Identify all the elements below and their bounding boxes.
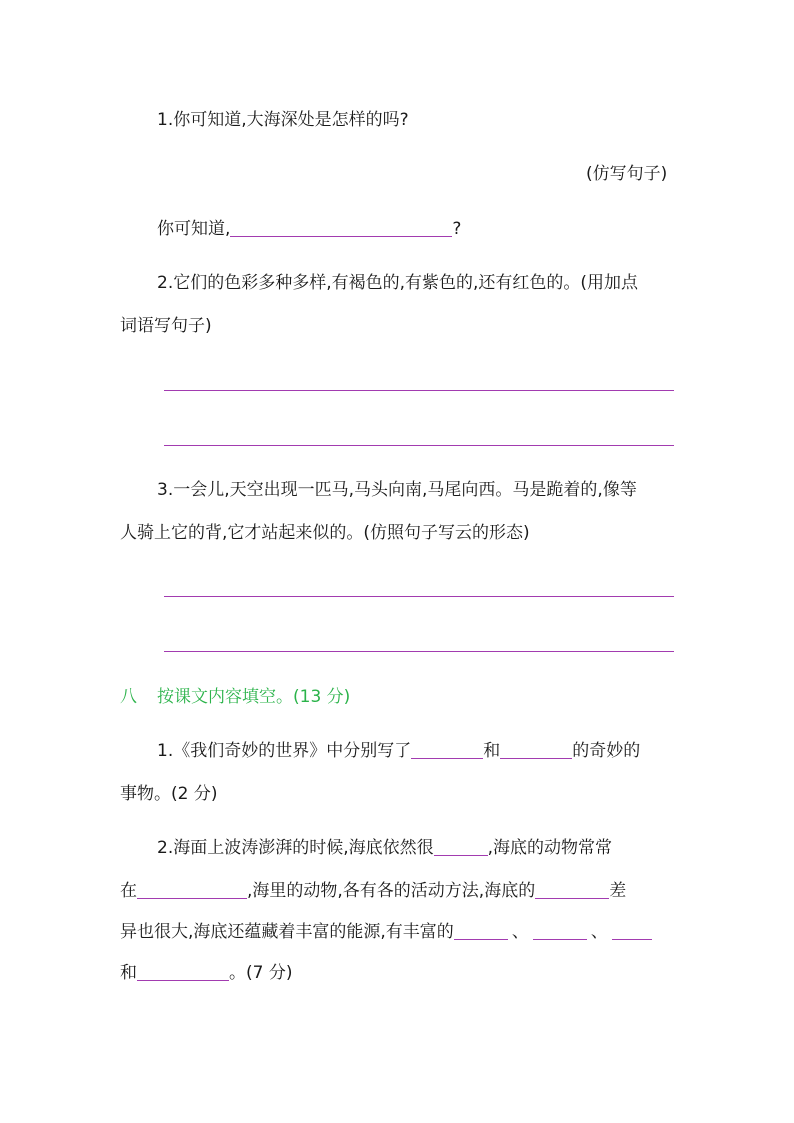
- fill1-line2: 事物。(2 分): [120, 784, 218, 804]
- fill2-text-3a: 异也很大,海底还蕴藏着丰富的能源,有丰富的: [120, 922, 454, 942]
- fill1-blank-2[interactable]: [500, 740, 572, 759]
- fill2-text-4b: 。(7 分): [229, 963, 293, 983]
- fill2-blank-3[interactable]: [535, 880, 609, 899]
- q1-answer-suffix: ?: [452, 219, 462, 239]
- fill2-blank-6[interactable]: [612, 921, 652, 940]
- fill2-text-1a: 2.海面上波涛澎湃的时候,海底依然很: [157, 838, 434, 858]
- fill1-line1: [157, 740, 640, 762]
- q1-answer-line: [157, 218, 461, 240]
- fill2-line1: [157, 837, 612, 859]
- q2-answer-line-2[interactable]: [164, 445, 674, 446]
- fill1-text-c: 的奇妙的: [572, 741, 641, 761]
- q3-answer-line-2[interactable]: [164, 651, 674, 652]
- fill1-text-a: 1.《我们奇妙的世界》中分别写了: [157, 741, 412, 761]
- fill2-blank-1[interactable]: [434, 837, 488, 856]
- fill2-blank-7[interactable]: [137, 962, 229, 981]
- fill2-line2: [120, 880, 626, 902]
- fill2-text-4a: 和: [120, 963, 137, 983]
- fill2-line4: [120, 962, 292, 984]
- fill2-text-1b: ,海底的动物常常: [487, 838, 613, 858]
- fill2-text-2b: ,海里的动物,各有各的活动方法,海底的: [247, 881, 536, 901]
- q2-prompt-line1: 2.它们的色彩多种多样,有褐色的,有紫色的,还有红色的。(用加点: [157, 273, 639, 293]
- q3-answer-line-1[interactable]: [164, 596, 674, 597]
- q2-answer-line-1[interactable]: [164, 390, 674, 391]
- fill1-text-b: 和: [483, 741, 501, 761]
- fill2-sep-1: 、: [511, 922, 529, 942]
- fill2-blank-5[interactable]: [533, 921, 587, 940]
- q3-prompt-line2: 人骑上它的背,它才站起来似的。(仿照句子写云的形态): [120, 523, 530, 543]
- q1-prompt: 1.你可知道,大海深处是怎样的吗?: [157, 110, 409, 130]
- section-8-title: 按课文内容填空。(13 分): [157, 687, 351, 707]
- section-8-heading: [120, 686, 350, 708]
- q1-answer-prefix: 你可知道,: [157, 219, 231, 239]
- fill2-blank-2[interactable]: [137, 880, 247, 899]
- fill2-line3: [120, 921, 652, 943]
- fill1-blank-1[interactable]: [411, 740, 483, 759]
- q1-answer-blank[interactable]: [230, 218, 452, 237]
- fill2-sep-2: 、: [590, 922, 608, 942]
- fill2-text-2a: 在: [120, 881, 137, 901]
- section-8-number: 八: [120, 687, 137, 707]
- q1-instruction: (仿写句子): [586, 164, 668, 184]
- q2-prompt-line2: 词语写句子): [120, 316, 212, 336]
- fill2-blank-4[interactable]: [454, 921, 508, 940]
- fill2-text-2c: 差: [609, 881, 627, 901]
- q3-prompt-line1: 3.一会儿,天空出现一匹马,马头向南,马尾向西。马是跪着的,像等: [157, 480, 637, 500]
